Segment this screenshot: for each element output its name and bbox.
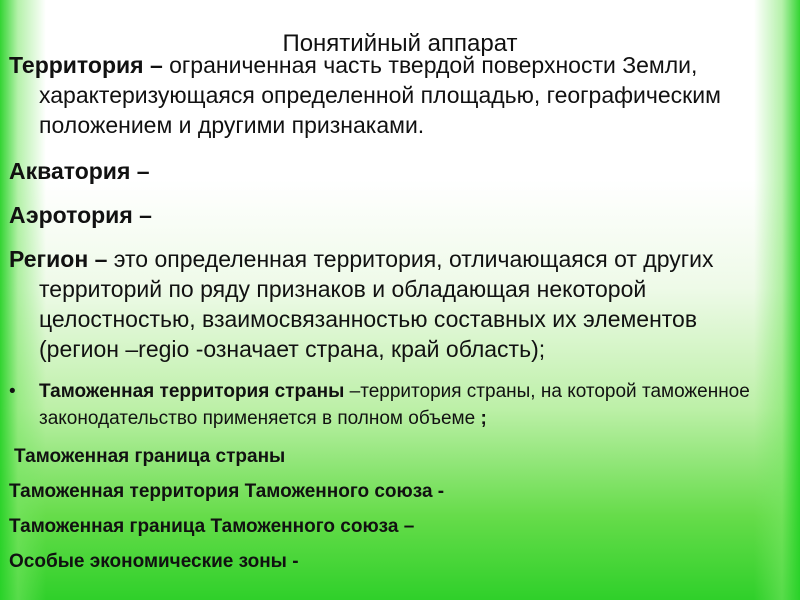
bullet-marker-icon: • bbox=[9, 381, 16, 402]
definition-aquatory bbox=[9, 156, 779, 186]
definition-region bbox=[9, 244, 779, 364]
term-aerotory: Аэротория – bbox=[9, 202, 152, 228]
definition-territory-text: ограниченная часть твердой поверхности Земли, характеризующаяся определенной площадью, географическим положением и другими признаками. bbox=[39, 52, 721, 138]
definition-region-text: это определенная территория, отличающаяся от других территорий по ряду признаков и обладающая некоторой целостностью, взаимосвязанностью составных их элементов (регион –regio -означает страна, край область); bbox=[39, 246, 714, 362]
line-special-economic-zones: Особые экономические зоны - bbox=[9, 551, 299, 572]
term-territory: Территория – bbox=[9, 52, 163, 78]
definition-customs-territory-tail: ; bbox=[480, 408, 487, 429]
definition-territory bbox=[9, 50, 779, 140]
line-customs-territory-union: Таможенная территория Таможенного союза - bbox=[9, 481, 445, 502]
line-customs-border-union: Таможенная граница Таможенного союза – bbox=[9, 516, 415, 537]
bullet-customs-territory bbox=[9, 378, 779, 432]
definition-customs-territory-text: –территория страны, на которой таможенное законодательство применяется в полном объеме bbox=[39, 381, 750, 429]
definition-aerotory bbox=[9, 200, 779, 230]
term-customs-territory: Таможенная территория страны bbox=[39, 381, 345, 402]
line-customs-border-country: Таможенная граница страны bbox=[14, 446, 286, 467]
slide-content bbox=[9, 50, 779, 583]
slide-title: Понятийный аппарат bbox=[282, 30, 518, 57]
term-region: Регион – bbox=[9, 246, 108, 272]
term-aquatory: Акватория – bbox=[9, 158, 150, 184]
